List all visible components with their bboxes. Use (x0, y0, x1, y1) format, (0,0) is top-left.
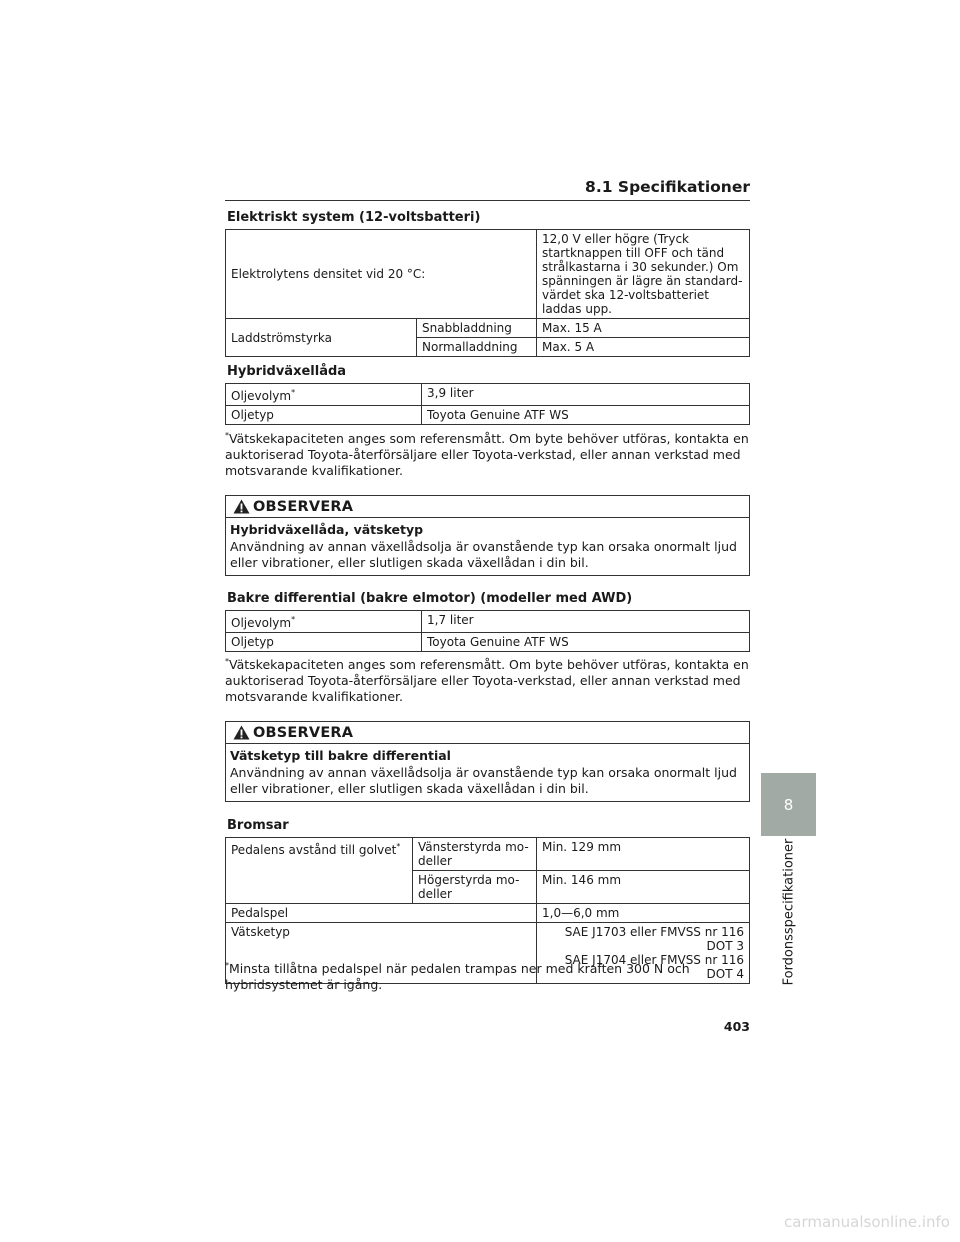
notice-title: OBSERVERA (253, 498, 354, 515)
table-row (226, 406, 750, 425)
fast-charge-value: Max. 15 A (537, 319, 750, 338)
lhd-value: Min. 129 mm (537, 838, 750, 871)
table-row (226, 838, 750, 871)
fluid-label: Vätsketyp (226, 923, 537, 984)
lhd-label: Vänsterstyrda mo-deller (413, 838, 537, 871)
brakes-footnote: *Minsta tillåtna pedalspel när pedalen trampas ner med kraften 300 N och hybridsystemet är igång. (225, 961, 690, 993)
table-row (226, 319, 750, 338)
transmission-table (225, 383, 750, 425)
fast-charge-label: Snabbladdning (417, 319, 537, 338)
density-label: Elektrolytens densitet vid 20 °C: (226, 230, 537, 319)
normal-charge-value: Max. 5 A (537, 338, 750, 357)
brakes-title: Bromsar (227, 818, 289, 833)
rhd-value: Min. 146 mm (537, 871, 750, 904)
notice-box (225, 495, 750, 576)
table-row (226, 611, 750, 633)
notice-subtitle: Vätsketyp till bakre differential (230, 748, 451, 763)
notice-header (226, 496, 749, 518)
warning-icon (233, 499, 250, 514)
density-value: 12,0 V eller högre (Tryck startknappen till OFF och tänd strålkastarna i 30 sekunder.) Om spänningen är lägre än standard-värdet ska 12-voltsbatteriet laddas upp. (537, 230, 750, 319)
normal-charge-label: Normalladdning (417, 338, 537, 357)
warning-icon (233, 725, 250, 740)
oil-type-value: Toyota Genuine ATF WS (422, 633, 750, 652)
oil-volume-label: Oljevolym* (226, 384, 422, 406)
notice-subtitle: Hybridväxellåda, vätsketyp (230, 522, 424, 537)
rear-diff-footnote: *Vätskekapaciteten anges som referensmått. Om byte behöver utföras, kontakta en auktoriserad Toyota-återförsäljare eller Toyota-verkstad, eller annan verkstad med motsvarande kvalifikationer. (225, 657, 749, 705)
table-row (226, 904, 750, 923)
charge-label: Laddströmstyrka (226, 319, 417, 357)
transmission-footnote: *Vätskekapaciteten anges som referensmått. Om byte behöver utföras, kontakta en auktoriserad Toyota-återförsäljare eller Toyota-verkstad, eller annan verkstad med motsvarande kvalifikationer. (225, 431, 749, 479)
electrical-title: Elektriskt system (12-voltsbatteri) (227, 210, 481, 225)
chapter-label: Fordonsspecifikationer (781, 838, 797, 986)
pedal-play-value: 1,0—6,0 mm (537, 904, 750, 923)
electrical-table (225, 229, 750, 357)
notice-header (226, 722, 749, 744)
oil-volume-label: Oljevolym* (226, 611, 422, 633)
oil-volume-value: 3,9 liter (422, 384, 750, 406)
oil-type-label: Oljetyp (226, 406, 422, 425)
pedal-distance-label: Pedalens avstånd till golvet* (226, 838, 413, 904)
section-header: 8.1 Specifikationer (225, 178, 750, 201)
notice-title: OBSERVERA (253, 724, 354, 741)
table-row (226, 384, 750, 406)
oil-type-value: Toyota Genuine ATF WS (422, 406, 750, 425)
rear-diff-title: Bakre differential (bakre elmotor) (modeller med AWD) (227, 591, 633, 606)
rear-diff-table (225, 610, 750, 652)
oil-type-label: Oljetyp (226, 633, 422, 652)
fluid-value: SAE J1703 eller FMVSS nr 116 DOT 3 SAE J1704 eller FMVSS nr 116 DOT 4 (537, 923, 750, 984)
table-row (226, 230, 750, 319)
notice-body: Användning av annan växellådsolja är ovanstående typ kan orsaka onormalt ljud eller vibrationer, eller slutligen skada växellådan i din bil. (230, 765, 737, 796)
notice-box (225, 721, 750, 802)
rhd-label: Högerstyrda mo-deller (413, 871, 537, 904)
page-number: 403 (723, 1019, 750, 1034)
transmission-title: Hybridväxellåda (227, 364, 347, 379)
watermark: carmanualsonline.info (784, 1213, 950, 1231)
notice-body: Användning av annan växellådsolja är ovanstående typ kan orsaka onormalt ljud eller vibrationer, eller slutligen skada växellådan i din bil. (230, 539, 737, 570)
chapter-tab: 8 (761, 773, 816, 836)
pedal-play-label: Pedalspel (226, 904, 537, 923)
oil-volume-value: 1,7 liter (422, 611, 750, 633)
table-row (226, 633, 750, 652)
